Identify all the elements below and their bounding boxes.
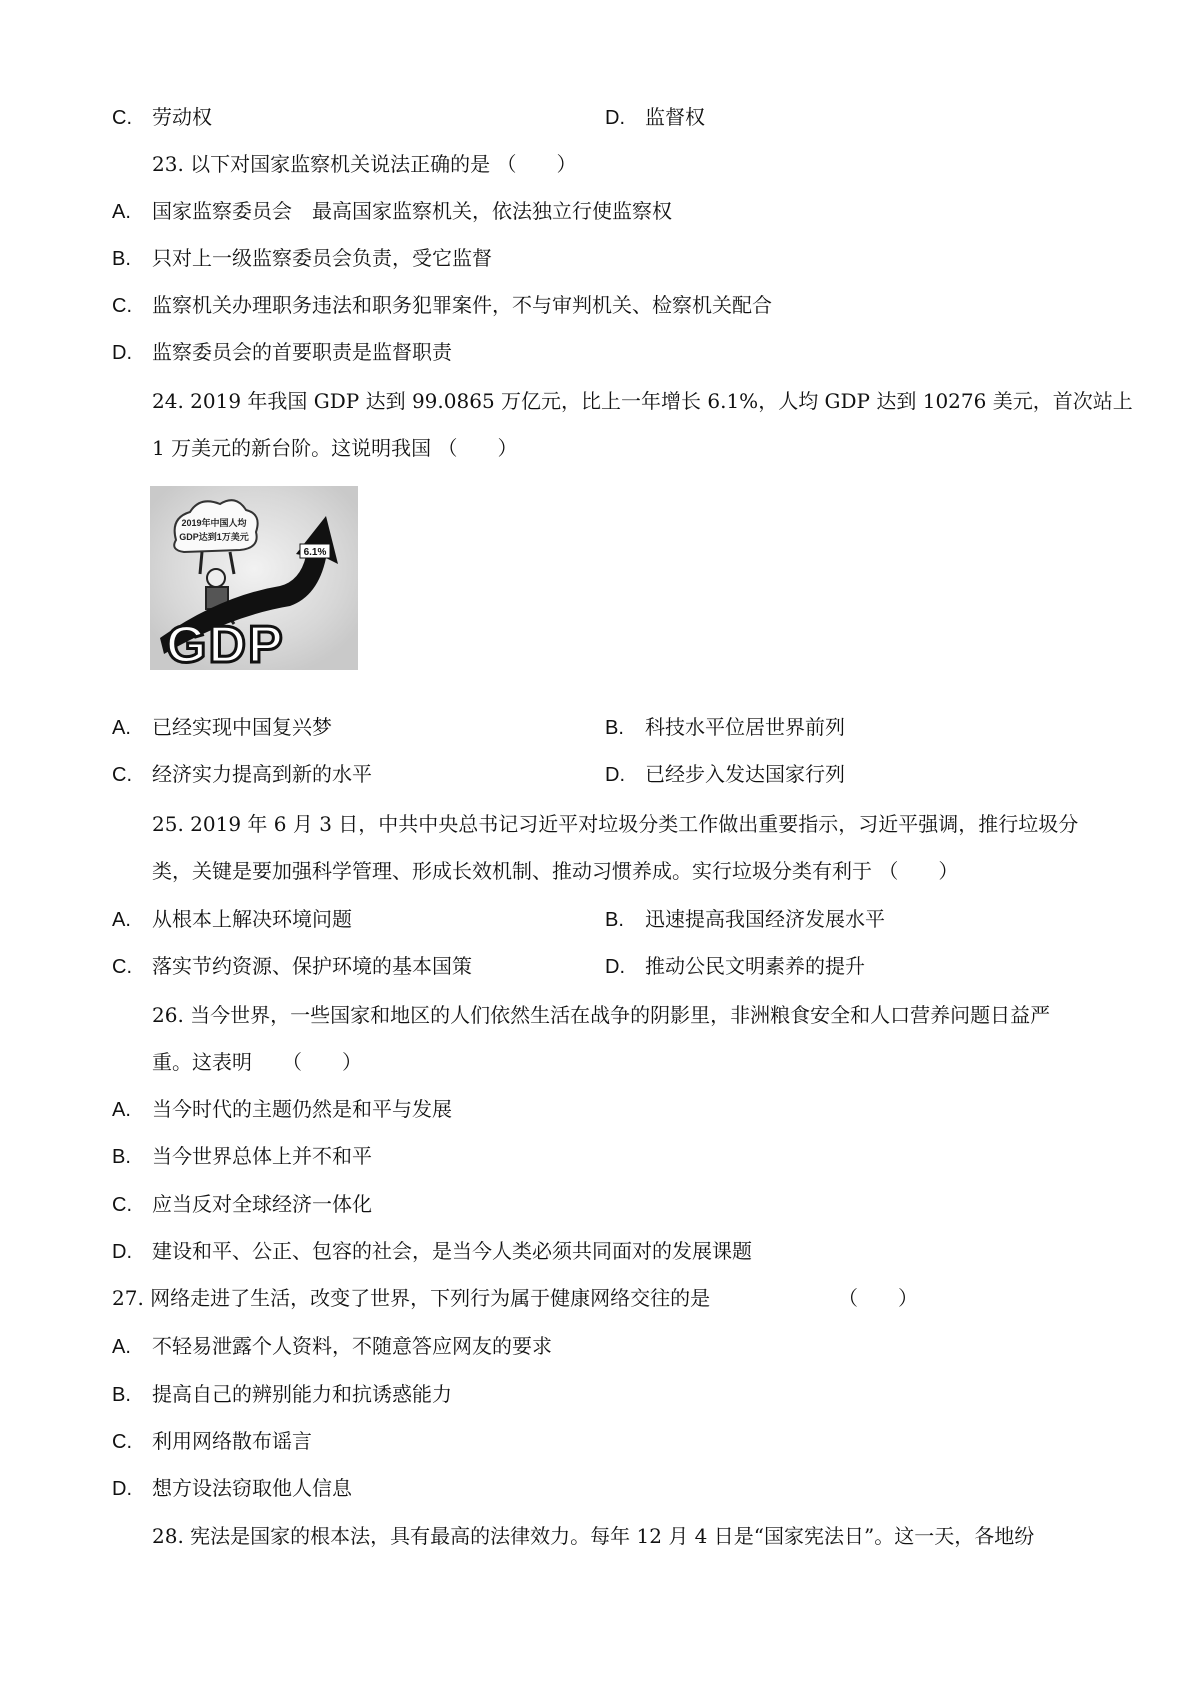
q23-option-b (112, 244, 492, 273)
gdp-cartoon-figure (150, 486, 358, 670)
option-label: C. (112, 764, 132, 786)
q24-stem-line2: 1 万美元的新台阶。这说明我国 （ ） (152, 436, 518, 460)
q23-option-d (112, 338, 452, 367)
gdp-cartoon-illustration (150, 486, 358, 670)
option-label: D. (112, 342, 132, 364)
option-text: 从根本上解决环境问题 (152, 907, 352, 931)
q27-stem: 27. 网络走进了生活，改变了世界，下列行为属于健康网络交往的是 (112, 1286, 711, 1310)
q26-stem-line1: 26. 当今世界，一些国家和地区的人们依然生活在战争的阴影里，非洲粮食安全和人口营养问题日益严 (152, 1003, 1051, 1027)
q24-option-b (605, 713, 845, 742)
option-text: 国家监察委员会 最高国家监察机关，依法独立行使监察权 (152, 199, 672, 223)
option-text: 劳动权 (152, 105, 212, 129)
q26-option-b (112, 1142, 372, 1171)
option-text: 想方设法窃取他人信息 (152, 1476, 352, 1500)
person-head (207, 569, 225, 587)
q25-option-d (605, 952, 865, 981)
option-text: 只对上一级监察委员会负责，受它监督 (152, 246, 492, 270)
option-label: D. (605, 107, 625, 129)
option-text: 已经实现中国复兴梦 (152, 715, 332, 739)
q27-option-b (112, 1380, 452, 1409)
q28-stem-line1: 28. 宪法是国家的根本法，具有最高的法律效力。每年 12 月 4 日是“国家宪法日”。这一天，各地纷 (152, 1524, 1035, 1548)
arrow-label: 6.1% (303, 547, 327, 558)
q27-option-d (112, 1474, 352, 1503)
option-label: A. (112, 1099, 131, 1121)
option-label: C. (112, 107, 132, 129)
option-text: 科技水平位居世界前列 (645, 715, 845, 739)
option-label: C. (112, 956, 132, 978)
option-label: A. (112, 717, 131, 739)
option-text: 建设和平、公正、包容的社会，是当今人类必须共同面对的发展课题 (152, 1239, 752, 1263)
q26-option-a (112, 1095, 452, 1124)
option-label: B. (112, 1384, 131, 1406)
option-text: 推动公民文明素养的提升 (645, 954, 865, 978)
option-label: C. (112, 1431, 132, 1453)
option-text: 落实节约资源、保护环境的基本国策 (152, 954, 472, 978)
option-text: 当今世界总体上并不和平 (152, 1144, 372, 1168)
q24-option-d (605, 760, 845, 789)
q25-option-b (605, 905, 885, 934)
q25-stem-line2: 类，关键是要加强科学管理、形成长效机制、推动习惯养成。实行垃圾分类有利于 （ ） (152, 859, 959, 883)
q25-stem-line1: 25. 2019 年 6 月 3 日，中共中央总书记习近平对垃圾分类工作做出重要指示，习近平强调，推行垃圾分 (152, 812, 1079, 836)
option-label: B. (112, 1146, 131, 1168)
option-label: D. (112, 1241, 132, 1263)
q27-option-a (112, 1332, 552, 1361)
q25-option-a (112, 905, 352, 934)
option-text: 迅速提高我国经济发展水平 (645, 907, 885, 931)
option-label: B. (112, 248, 131, 270)
option-text: 利用网络散布谣言 (152, 1429, 312, 1453)
option-label: A. (112, 909, 131, 931)
q24-option-a (112, 713, 332, 742)
option-label: D. (605, 764, 625, 786)
option-text: 不轻易泄露个人资料，不随意答应网友的要求 (152, 1334, 552, 1358)
option-label: D. (605, 956, 625, 978)
option-label: C. (112, 295, 132, 317)
q26-option-c (112, 1190, 372, 1219)
sign-line1: 2019年中国人均 (181, 518, 247, 528)
option-text: 监察机关办理职务违法和职务犯罪案件，不与审判机关、检察机关配合 (152, 293, 772, 317)
q23-stem: 23. 以下对国家监察机关说法正确的是 （ ） (152, 152, 577, 176)
q26-stem-line2: 重。这表明 （ ） (152, 1050, 362, 1074)
option-text: 应当反对全球经济一体化 (152, 1192, 372, 1216)
q22-option-d (605, 103, 705, 132)
option-text: 当今时代的主题仍然是和平与发展 (152, 1097, 452, 1121)
q24-option-c (112, 760, 372, 789)
q25-option-c (112, 952, 472, 981)
sign-line2: GDP达到1万美元 (179, 532, 249, 542)
option-text: 监察委员会的首要职责是监督职责 (152, 340, 452, 364)
q27-answer-paren: （ ） (838, 1286, 918, 1310)
option-label: B. (605, 909, 624, 931)
q23-option-c (112, 291, 772, 320)
q22-option-c (112, 103, 212, 132)
q24-stem-line1: 24. 2019 年我国 GDP 达到 99.0865 万亿元，比上一年增长 6.1%，人均 GDP 达到 10276 美元，首次站上 (152, 389, 1133, 413)
option-text: 已经步入发达国家行列 (645, 762, 845, 786)
q26-option-d (112, 1237, 752, 1266)
gdp-logo: GDP (166, 616, 285, 670)
option-text: 经济实力提高到新的水平 (152, 762, 372, 786)
option-label: C. (112, 1194, 132, 1216)
option-label: A. (112, 201, 131, 223)
option-label: D. (112, 1478, 132, 1500)
option-text: 监督权 (645, 105, 705, 129)
q23-option-a (112, 197, 672, 226)
option-label: A. (112, 1336, 131, 1358)
option-label: B. (605, 717, 624, 739)
q27-option-c (112, 1427, 312, 1456)
option-text: 提高自己的辨别能力和抗诱惑能力 (152, 1382, 452, 1406)
